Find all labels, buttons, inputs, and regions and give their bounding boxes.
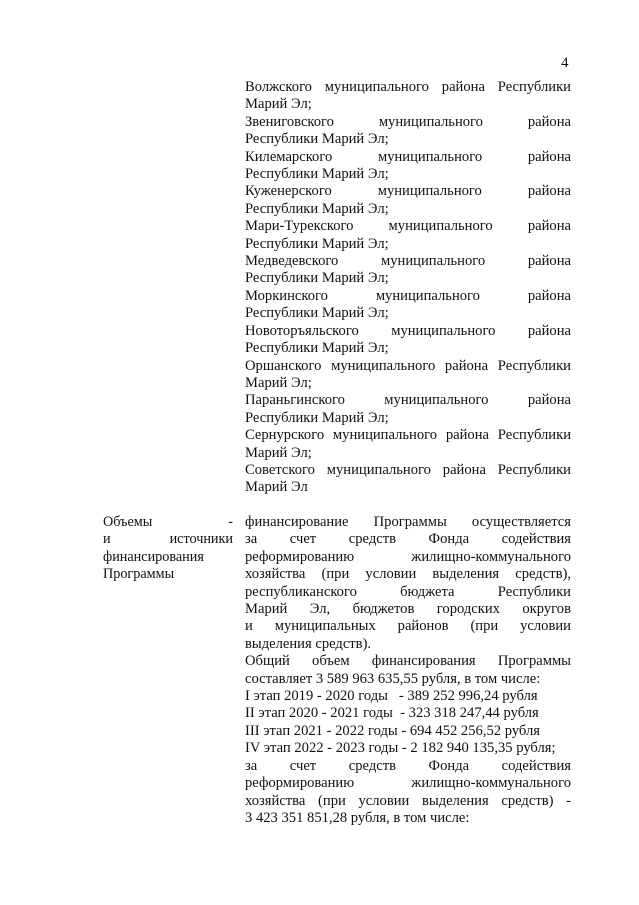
fund-line: хозяйства (при условии выделения средств) - (245, 792, 571, 809)
district-line: Волжского муниципального района Республики (245, 79, 571, 95)
financing-line: за счет средств Фонда содействия (245, 531, 571, 548)
district-line: Республики Марий Эл; (245, 270, 389, 287)
district-line: Килемарского муниципального района (245, 148, 571, 165)
district-line: Оршанского муниципального района Республики (245, 357, 571, 374)
district-line: Республики Марий Эл; (245, 131, 389, 148)
financing-line: хозяйства (при условии выделения средств), (245, 566, 571, 583)
fund-line: 3 423 351 851,28 рубля, в том числе: (245, 809, 470, 826)
district-line: Моркинского муниципального района (245, 287, 571, 304)
district-line: Новоторъяльского муниципального района (245, 322, 571, 339)
district-line: Мари-Турекского муниципального района (245, 218, 571, 235)
stage-line: II этап 2020 - 2021 годы - 323 318 247,44 рубля (245, 705, 539, 722)
district-line: Марий Эл; (245, 96, 312, 113)
district-line: Куженерского муниципального района (245, 183, 571, 200)
stage-line: IV этап 2022 - 2023 годы - 2 182 940 135,35 рубля; (245, 740, 556, 757)
district-line: Республики Марий Эл; (245, 235, 389, 252)
district-line: Марий Эл (245, 479, 308, 496)
district-line: Республики Марий Эл; (245, 200, 389, 217)
fund-line: реформированию жилищно-коммунального (245, 775, 571, 792)
section-label-word: Объемы (103, 514, 153, 530)
district-line: Республики Марий Эл; (245, 340, 389, 357)
district-line: Медведевского муниципального района (245, 253, 571, 270)
stage-line: III этап 2021 - 2022 годы - 694 452 256,52 рубля (245, 722, 540, 739)
district-line: Республики Марий Эл; (245, 409, 389, 426)
financing-text (245, 514, 571, 827)
section-label-line: финансирования (103, 548, 204, 565)
section-label-dash: - (228, 514, 233, 530)
financing-line: реформированию жилищно-коммунального (245, 548, 571, 565)
fund-line: за счет средств Фонда содействия (245, 757, 571, 774)
financing-line: и муниципальных районов (при условии (245, 618, 571, 635)
financing-line: финансирование Программы осуществляется (245, 514, 571, 530)
district-line: Советского муниципального района Республики (245, 461, 571, 478)
section-label-word: источники (169, 531, 233, 548)
section-label-line (103, 514, 233, 531)
district-list (245, 79, 571, 497)
section-label (103, 514, 233, 584)
section-label-word: и (103, 531, 111, 548)
financing-line: республиканского бюджета Республики (245, 583, 571, 600)
district-line: Республики Марий Эл; (245, 305, 389, 322)
page-number: 4 (561, 55, 569, 71)
section-label-line: Программы (103, 566, 175, 583)
district-line: Марий Эл; (245, 444, 312, 461)
district-line: Марий Эл; (245, 374, 312, 391)
financing-line: выделения средств). (245, 635, 372, 652)
district-line: Республики Марий Эл; (245, 166, 389, 183)
stage-line: I этап 2019 - 2020 годы - 389 252 996,24 рубля (245, 688, 538, 705)
financing-line: Марий Эл, бюджетов городских округов (245, 601, 571, 618)
district-line: Звениговского муниципального района (245, 113, 571, 130)
total-line: составляет 3 589 963 635,55 рубля, в том числе: (245, 670, 541, 687)
section-label-line (103, 531, 233, 548)
district-line: Параньгинского муниципального района (245, 392, 571, 409)
total-line: Общий объем финансирования Программы (245, 653, 571, 670)
district-line: Сернурского муниципального района Республики (245, 427, 571, 444)
